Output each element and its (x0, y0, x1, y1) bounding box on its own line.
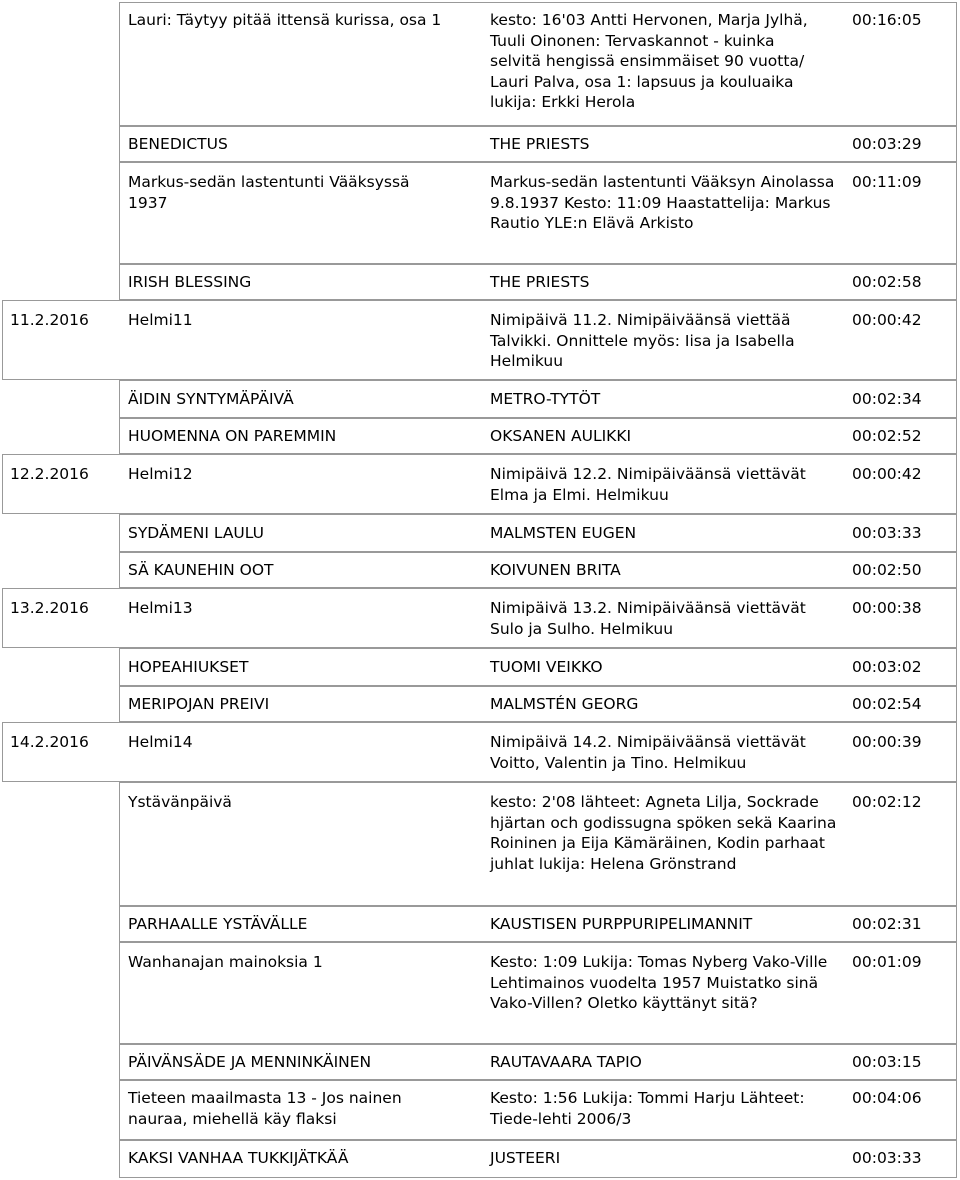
duration-cell: 00:03:33 (852, 1149, 922, 1167)
description-cell: JUSTEERI (490, 1149, 561, 1167)
table-row (0, 0, 960, 126)
table-row (0, 418, 960, 454)
description-cell: Nimipäivä 11.2. Nimipäiväänsä viettää Talvikki. Onnittele myös: Iisa ja Isabella Helmikuu (490, 311, 795, 370)
duration-cell: 00:00:39 (852, 733, 922, 751)
description-cell: kesto: 2'08 lähteet: Agneta Lilja, Sockrade hjärtan och godissugna spöken sekä Kaarina Roininen ja Eija Kämäräinen, Kodin parhaat juhlat lukija: Helena Grönstrand (490, 793, 837, 873)
description-cell: Nimipäivä 13.2. Nimipäiväänsä viettävät Sulo ja Sulho. Helmikuu (490, 599, 806, 638)
description-cell: Kesto: 1:56 Lukija: Tommi Harju Lähteet: Tiede-lehti 2006/3 (490, 1089, 805, 1128)
description-cell: MALMSTEN EUGEN (490, 524, 637, 542)
title-cell: HOPEAHIUKSET (128, 658, 249, 676)
duration-cell: 00:02:12 (852, 793, 922, 811)
description-cell: KOIVUNEN BRITA (490, 561, 621, 579)
title-cell: SÄ KAUNEHIN OOT (128, 561, 274, 579)
title-cell: Markus-sedän lastentunti Vääksyssä 1937 (128, 173, 410, 212)
title-cell: Helmi13 (128, 599, 193, 617)
title-cell: Helmi11 (128, 311, 193, 329)
table-row (0, 454, 960, 514)
description-cell: THE PRIESTS (490, 135, 590, 153)
title-cell: KAKSI VANHAA TUKKIJÄTKÄÄ (128, 1149, 349, 1167)
description-cell: OKSANEN AULIKKI (490, 427, 632, 445)
description-cell: MALMSTÉN GEORG (490, 695, 639, 713)
duration-cell: 00:01:09 (852, 953, 922, 971)
title-cell: PARHAALLE YSTÄVÄLLE (128, 915, 308, 933)
duration-cell: 00:00:42 (852, 465, 922, 483)
table-row (0, 264, 960, 300)
table-row (0, 380, 960, 418)
duration-cell: 00:00:38 (852, 599, 922, 617)
description-cell: Nimipäivä 12.2. Nimipäiväänsä viettävät Elma ja Elmi. Helmikuu (490, 465, 806, 504)
title-cell: MERIPOJAN PREIVI (128, 695, 270, 713)
title-cell: ÄIDIN SYNTYMÄPÄIVÄ (128, 390, 294, 408)
duration-cell: 00:02:54 (852, 695, 922, 713)
duration-cell: 00:03:02 (852, 658, 922, 676)
table-row (0, 126, 960, 162)
title-cell: BENEDICTUS (128, 135, 228, 153)
description-cell: TUOMI VEIKKO (490, 658, 603, 676)
description-cell: METRO-TYTÖT (490, 390, 601, 408)
duration-cell: 00:16:05 (852, 11, 922, 29)
title-cell: Helmi12 (128, 465, 193, 483)
description-cell: Kesto: 1:09 Lukija: Tomas Nyberg Vako-Ville Lehtimainos vuodelta 1957 Muistatko sinä Vako-Villen? Oletko käyttänyt sitä? (490, 953, 828, 1012)
description-cell: kesto: 16'03 Antti Hervonen, Marja Jylhä, Tuuli Oinonen: Tervaskannot - kuinka selvitä hengissä ensimmäiset 90 vuotta/ Lauri Palva, osa 1: lapsuus ja kouluaika lukija: Erkki Herola (490, 11, 808, 111)
duration-cell: 00:04:06 (852, 1089, 922, 1107)
table-row (0, 514, 960, 552)
description-cell: RAUTAVAARA TAPIO (490, 1053, 642, 1071)
duration-cell: 00:02:34 (852, 390, 922, 408)
title-cell: Wanhanajan mainoksia 1 (128, 953, 323, 971)
table-row (0, 942, 960, 1044)
table-row (0, 1044, 960, 1080)
description-cell: THE PRIESTS (490, 273, 590, 291)
date-cell: 13.2.2016 (10, 599, 89, 617)
title-cell: PÄIVÄNSÄDE JA MENNINKÄINEN (128, 1053, 372, 1071)
title-cell: Helmi14 (128, 733, 193, 751)
title-cell: IRISH BLESSING (128, 273, 252, 291)
table-row (0, 648, 960, 686)
duration-cell: 00:03:33 (852, 524, 922, 542)
title-cell: HUOMENNA ON PAREMMIN (128, 427, 337, 445)
title-cell: Lauri: Täytyy pitää ittensä kurissa, osa 1 (128, 11, 442, 29)
duration-cell: 00:02:31 (852, 915, 922, 933)
date-cell: 14.2.2016 (10, 733, 89, 751)
title-cell: SYDÄMENI LAULU (128, 524, 264, 542)
duration-cell: 00:02:58 (852, 273, 922, 291)
table-row (0, 588, 960, 648)
table-row (0, 1140, 960, 1178)
table-row (0, 906, 960, 942)
description-cell: KAUSTISEN PURPPURIPELIMANNIT (490, 915, 753, 933)
duration-cell: 00:03:29 (852, 135, 922, 153)
duration-cell: 00:03:15 (852, 1053, 922, 1071)
table-row (0, 552, 960, 588)
title-cell: Ystävänpäivä (128, 793, 232, 811)
title-cell: Tieteen maailmasta 13 - Jos nainen nauraa, miehellä käy flaksi (128, 1089, 402, 1128)
table-row (0, 300, 960, 380)
table-row (0, 1080, 960, 1140)
date-cell: 12.2.2016 (10, 465, 89, 483)
table-row (0, 162, 960, 264)
description-cell: Nimipäivä 14.2. Nimipäiväänsä viettävät Voitto, Valentin ja Tino. Helmikuu (490, 733, 806, 772)
duration-cell: 00:02:50 (852, 561, 922, 579)
table-row (0, 722, 960, 782)
duration-cell: 00:00:42 (852, 311, 922, 329)
table-row (0, 782, 960, 906)
table-row (0, 686, 960, 722)
duration-cell: 00:11:09 (852, 173, 922, 191)
description-cell: Markus-sedän lastentunti Vääksyn Ainolassa 9.8.1937 Kesto: 11:09 Haastattelija: Markus Rautio YLE:n Elävä Arkisto (490, 173, 835, 232)
duration-cell: 00:02:52 (852, 427, 922, 445)
date-cell: 11.2.2016 (10, 311, 89, 329)
